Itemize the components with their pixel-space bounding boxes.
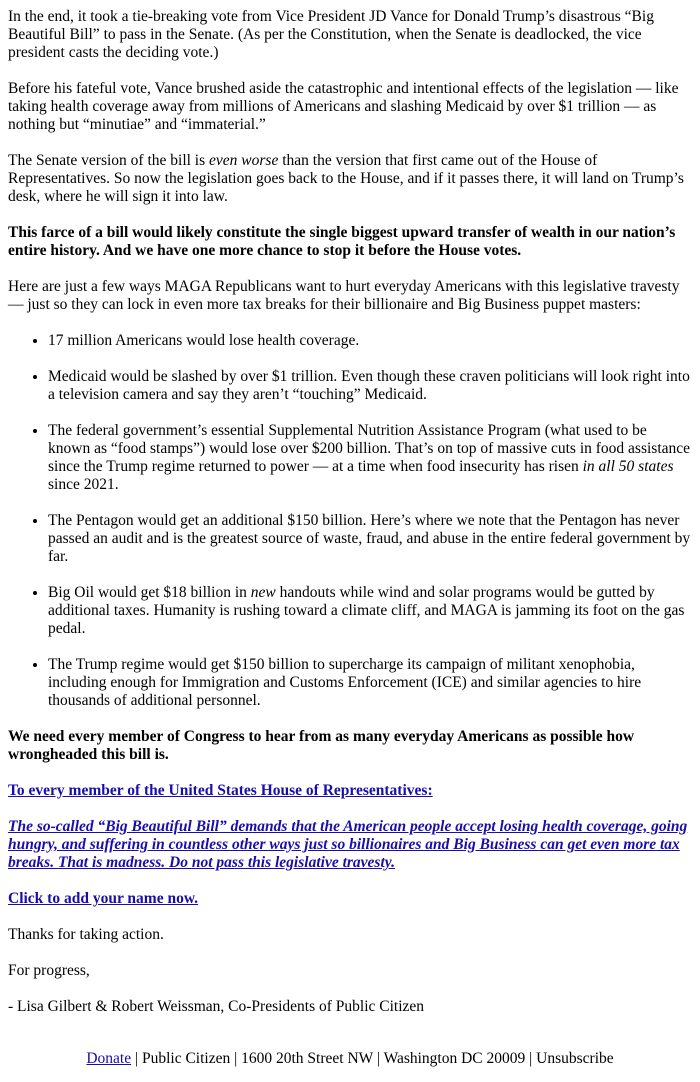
email-footer bbox=[8, 1050, 692, 1068]
list-item-big-oil bbox=[48, 584, 692, 638]
thanks-text: Thanks for taking action. bbox=[8, 926, 164, 943]
intro-paragraph-1: In the end, it took a tie-breaking vote from Vice President JD Vance for Donald Trump’s disastrous “Big Beautiful Bill” to pass in the Senate. (As per the Constitution, when the Senate is deadlocked, the vice president casts the deciding vote.) bbox=[8, 8, 654, 61]
wealth-transfer-statement: This farce of a bill would likely constitute the single biggest upward transfer of wealth in our nation’s entire history. And we have one more chance to stop it before the House votes. bbox=[8, 224, 676, 259]
harms-list bbox=[8, 332, 692, 710]
list-item-big-oil-end: handouts while wind and solar programs would be gutted by additional taxes. Humanity is rushing toward a climate cliff, and MAGA is jamming its foot on the gas pedal. bbox=[48, 584, 685, 637]
unsubscribe-link[interactable]: Unsubscribe bbox=[536, 1050, 614, 1067]
list-item-pentagon: • The Pentagon would get an additional $150 billion. Here’s where we note that the Pentagon has never passed an audit and is the greatest source of waste, fraud, and abuse in the entire federal government by far. bbox=[48, 512, 692, 566]
add-name-link[interactable]: Click to add your name now. bbox=[8, 890, 199, 907]
petition-recipient-paragraph bbox=[8, 782, 692, 800]
footer-address: 1600 20th Street NW bbox=[241, 1050, 373, 1067]
list-item-big-oil-emphasis: new bbox=[250, 584, 276, 601]
petition-text-link[interactable]: The so-called “Big Beautiful Bill” demands that the American people accept losing health coverage, going hungry, and suffering in countless other ways just so billionaires and Big Business can get even more tax breaks. That is madness. Do not pass this legislative travesty. bbox=[8, 818, 688, 871]
list-item-big-oil-start: Big Oil would get $18 billion in bbox=[48, 584, 251, 601]
list-item-health-coverage: • 17 million Americans would lose health coverage. bbox=[48, 332, 692, 350]
list-item-snap bbox=[48, 422, 692, 494]
intro-paragraph-3-end: than the version that first came out of the House of Representatives. So now the legislation goes back to the House, and if it passes there, it will land on Trump’s desk, where he will sign it into law. bbox=[8, 152, 684, 205]
signature-text: - Lisa Gilbert & Robert Weissman, Co-Presidents of Public Citizen bbox=[8, 998, 425, 1015]
intro-paragraph-3-emphasis: even worse bbox=[209, 152, 279, 169]
petition-text-paragraph bbox=[8, 818, 692, 872]
footer-city: Washington DC 20009 bbox=[383, 1050, 526, 1067]
list-item-medicaid: • Medicaid would be slashed by over $1 trillion. Even though these craven politicians will look right into a television camera and say they aren’t “touching” Medicaid. bbox=[48, 368, 692, 404]
intro-paragraph-5: Here are just a few ways MAGA Republicans want to hurt everyday Americans with this legislative travesty — just so they can lock in even more tax breaks for their billionaire and Big Business puppet masters: bbox=[8, 278, 680, 313]
footer-separator: | bbox=[230, 1050, 242, 1067]
donate-link[interactable]: Donate bbox=[86, 1050, 132, 1067]
footer-org-name: Public Citizen bbox=[141, 1050, 231, 1067]
intro-paragraph-3 bbox=[8, 152, 692, 206]
intro-paragraph-3-start: The Senate version of the bill is bbox=[8, 152, 210, 169]
list-item-immigration: • The Trump regime would get $150 billion to supercharge its campaign of militant xenophobia, including enough for Immigration and Customs Enforcement (ICE) and similar agencies to hire thousands of additional personnel. bbox=[48, 656, 692, 710]
for-progress-text: For progress, bbox=[8, 962, 90, 979]
footer-separator: | bbox=[525, 1050, 537, 1067]
petition-recipient-link[interactable]: To every member of the United States House of Representatives: bbox=[8, 782, 433, 799]
footer-separator: | bbox=[131, 1050, 142, 1067]
call-to-action-paragraph bbox=[8, 728, 692, 764]
call-to-action-text: We need every member of Congress to hear from as many everyday Americans as possible how wrongheaded this bill is. bbox=[8, 728, 635, 763]
list-item-snap-start: The federal government’s essential Supplemental Nutrition Assistance Program (what used to be known as “food stamps”) would lose over $200 billion. That’s on top of massive cuts in food assistance since the Trump regime returned to power — at a time when food insecurity has risen bbox=[48, 422, 691, 475]
list-item-snap-end: since 2021. bbox=[48, 476, 119, 493]
footer-separator: | bbox=[373, 1050, 384, 1067]
intro-paragraph-4 bbox=[8, 224, 692, 260]
add-name-paragraph bbox=[8, 890, 692, 908]
intro-paragraph-2: Before his fateful vote, Vance brushed aside the catastrophic and intentional effects of the legislation — like taking health coverage away from millions of Americans and slashing Medicaid by over $1 trillion — as nothing but “minutiae” and “immaterial.” bbox=[8, 80, 679, 133]
list-item-snap-emphasis: in all 50 states bbox=[582, 458, 674, 475]
